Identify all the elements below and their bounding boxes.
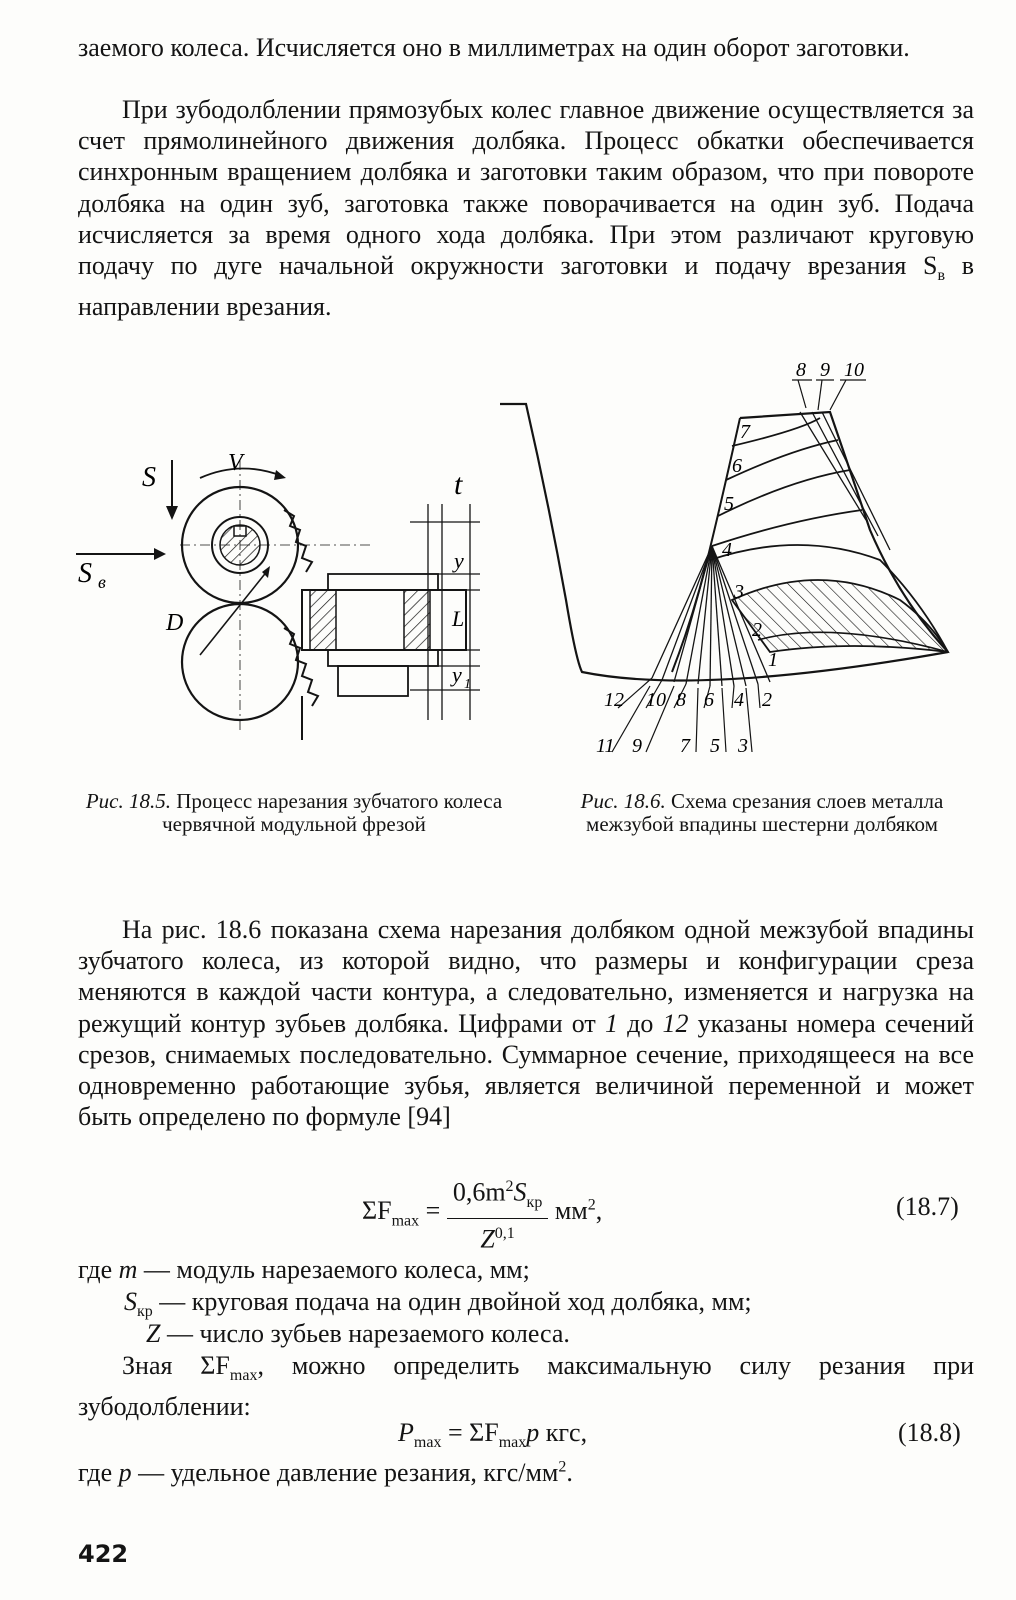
legend-symbol: m — [118, 1255, 138, 1284]
label-bottom-3: 3 — [738, 735, 748, 757]
label-bottom-4: 4 — [734, 689, 744, 711]
legend-end: . — [566, 1458, 573, 1487]
paragraph-text: При зубодолблении прямозубых колес главное движение осуществляется за счет прямолинейного движения долбяка. Процесс обкатки обеспечивается синхронным вращением долбяка и заготовки таким образом, что при повороте долбяка на один зуб, заготовка также поворачивается на один зуб. Подача исчисляется за время одного хода долбяка. При этом различают круговую подачу по дуге начальной окружности заготовки и подачу врезания S — [78, 95, 974, 281]
formula-18-7 — [362, 1172, 602, 1255]
label-bottom-9: 9 — [632, 735, 642, 757]
formula-lhs-sub: max — [391, 1212, 420, 1230]
label-bottom-12: 12 — [604, 689, 624, 711]
figure-shaper-layers — [500, 360, 980, 770]
page-number: 422 — [78, 1540, 129, 1568]
label-top-10: 10 — [844, 360, 864, 381]
legend-symbol: S — [124, 1287, 137, 1316]
label-bottom-8: 8 — [676, 689, 686, 711]
label-bottom-10: 10 — [646, 689, 666, 711]
paragraph-knowing — [78, 1350, 974, 1423]
label-layer-4: 4 — [722, 539, 732, 561]
legend-symbol: Z — [146, 1319, 161, 1348]
definition-p — [78, 1458, 573, 1488]
formula-18-8 — [398, 1418, 587, 1452]
label-bottom-5: 5 — [710, 735, 720, 757]
label-top-8: 8 — [796, 360, 806, 381]
label-bottom-2: 2 — [762, 689, 772, 711]
formula-eq: = ΣF — [441, 1418, 499, 1447]
label-bottom-7: 7 — [680, 735, 690, 757]
subscript: в — [937, 267, 946, 285]
caption-fig-18-6 — [548, 790, 976, 836]
caption-label: Рис. 18.6. — [580, 789, 666, 813]
label-y: y — [454, 548, 464, 573]
legend-line-skr — [124, 1287, 752, 1321]
paragraph-fig-description — [78, 914, 974, 1132]
label-S: S — [142, 462, 156, 493]
paragraph-text: до — [617, 1008, 663, 1038]
equation-number-18-8: (18.8) — [898, 1418, 961, 1447]
label-Sv: S — [78, 558, 92, 589]
legend-sup: 2 — [558, 1458, 567, 1476]
formula-numerator: $0,6m^2S_{кр}$ — [447, 1172, 549, 1219]
formula-unit: мм — [548, 1196, 588, 1226]
label-layer-2: 2 — [752, 619, 762, 641]
label-Sv-sub: в — [98, 572, 106, 592]
paragraph-text: Зная ΣF — [122, 1351, 230, 1380]
label-bottom-6: 6 — [704, 689, 714, 711]
italic-number: 12 — [662, 1008, 689, 1038]
legend-prefix: где — [78, 1255, 119, 1284]
label-D: D — [166, 610, 184, 636]
paragraph-text: указаны номера сечений срезов, снимаемых последовательно. Суммарное сечение, приходящееся на все одновременно работающие зубья, является величиной переменной и может быть определено по формуле [94] — [78, 1008, 974, 1132]
label-y1: y — [452, 662, 462, 687]
label-layer-5: 5 — [724, 493, 734, 515]
figure-hob-cutting — [70, 440, 490, 740]
legend-prefix: где — [78, 1458, 119, 1487]
formula-fraction — [447, 1172, 549, 1255]
formula-eq: = — [419, 1196, 447, 1226]
formula-denominator: Z$^{0,1}$ — [480, 1224, 515, 1254]
paragraph-text: , можно определить максимальную силу резания при зубодолблении: — [78, 1351, 975, 1422]
formula-rhs-sub: max — [498, 1434, 527, 1452]
legend-line-m — [78, 1255, 530, 1285]
formula-lhs: ΣF — [362, 1196, 392, 1226]
legend-text: — удельное давление резания, кгс/мм — [131, 1458, 559, 1487]
formula-lhs: P — [398, 1418, 414, 1447]
legend-text: — число зубьев нарезаемого колеса. — [160, 1319, 570, 1348]
equation-number-18-7: (18.7) — [896, 1192, 959, 1221]
label-L: L — [452, 606, 465, 631]
legend-text: — круговая подача на один двойной ход долбяка, мм; — [152, 1287, 752, 1316]
paragraph-continuation: заемого колеса. Исчисляется оно в миллиметрах на один оборот заготовки. — [78, 33, 910, 62]
paragraph-gear-shaping — [78, 94, 974, 323]
label-layer-1: 1 — [768, 649, 778, 671]
label-layer-3: 3 — [734, 581, 744, 603]
formula-unit-sup: 2 — [587, 1196, 596, 1214]
label-y1-sub: 1 — [464, 677, 471, 692]
label-bottom-11: 11 — [596, 735, 615, 757]
legend-symbol-sub: кр — [137, 1303, 153, 1321]
caption-text: Процесс нарезания зубчатого колеса червячной модульной фрезой — [162, 789, 503, 836]
caption-text: Схема срезания слоев металла межзубой впадины шестерни долбяком — [586, 789, 944, 836]
caption-fig-18-5 — [78, 790, 510, 836]
label-V: V — [228, 450, 243, 476]
formula-tail: , — [595, 1196, 603, 1226]
subscript: max — [229, 1367, 258, 1385]
label-layer-7: 7 — [740, 421, 750, 443]
paragraph-text-end: в направлении врезания. — [78, 251, 974, 322]
italic-number: 1 — [604, 1008, 618, 1038]
label-t: t — [454, 468, 463, 501]
label-layer-6: 6 — [732, 455, 742, 477]
legend-symbol: p — [118, 1458, 132, 1487]
legend-text: — модуль нарезаемого колеса, мм; — [137, 1255, 530, 1284]
legend-line-z — [146, 1319, 570, 1349]
label-top-9: 9 — [820, 360, 830, 381]
caption-label: Рис. 18.5. — [85, 789, 171, 813]
formula-unit: кгс, — [539, 1418, 588, 1447]
formula-lhs-sub: max — [413, 1434, 442, 1452]
formula-rhs-p: p — [526, 1418, 540, 1447]
paragraph-text: На рис. 18.6 показана схема нарезания долбяком одной межзубой впадины зубчатого колеса, из которой видно, что размеры и конфигурации среза меняются в каждой части контура, а следовательно, изменяется и нагрузка на режущий контур зубьев долбяка. Цифрами от — [78, 915, 974, 1038]
